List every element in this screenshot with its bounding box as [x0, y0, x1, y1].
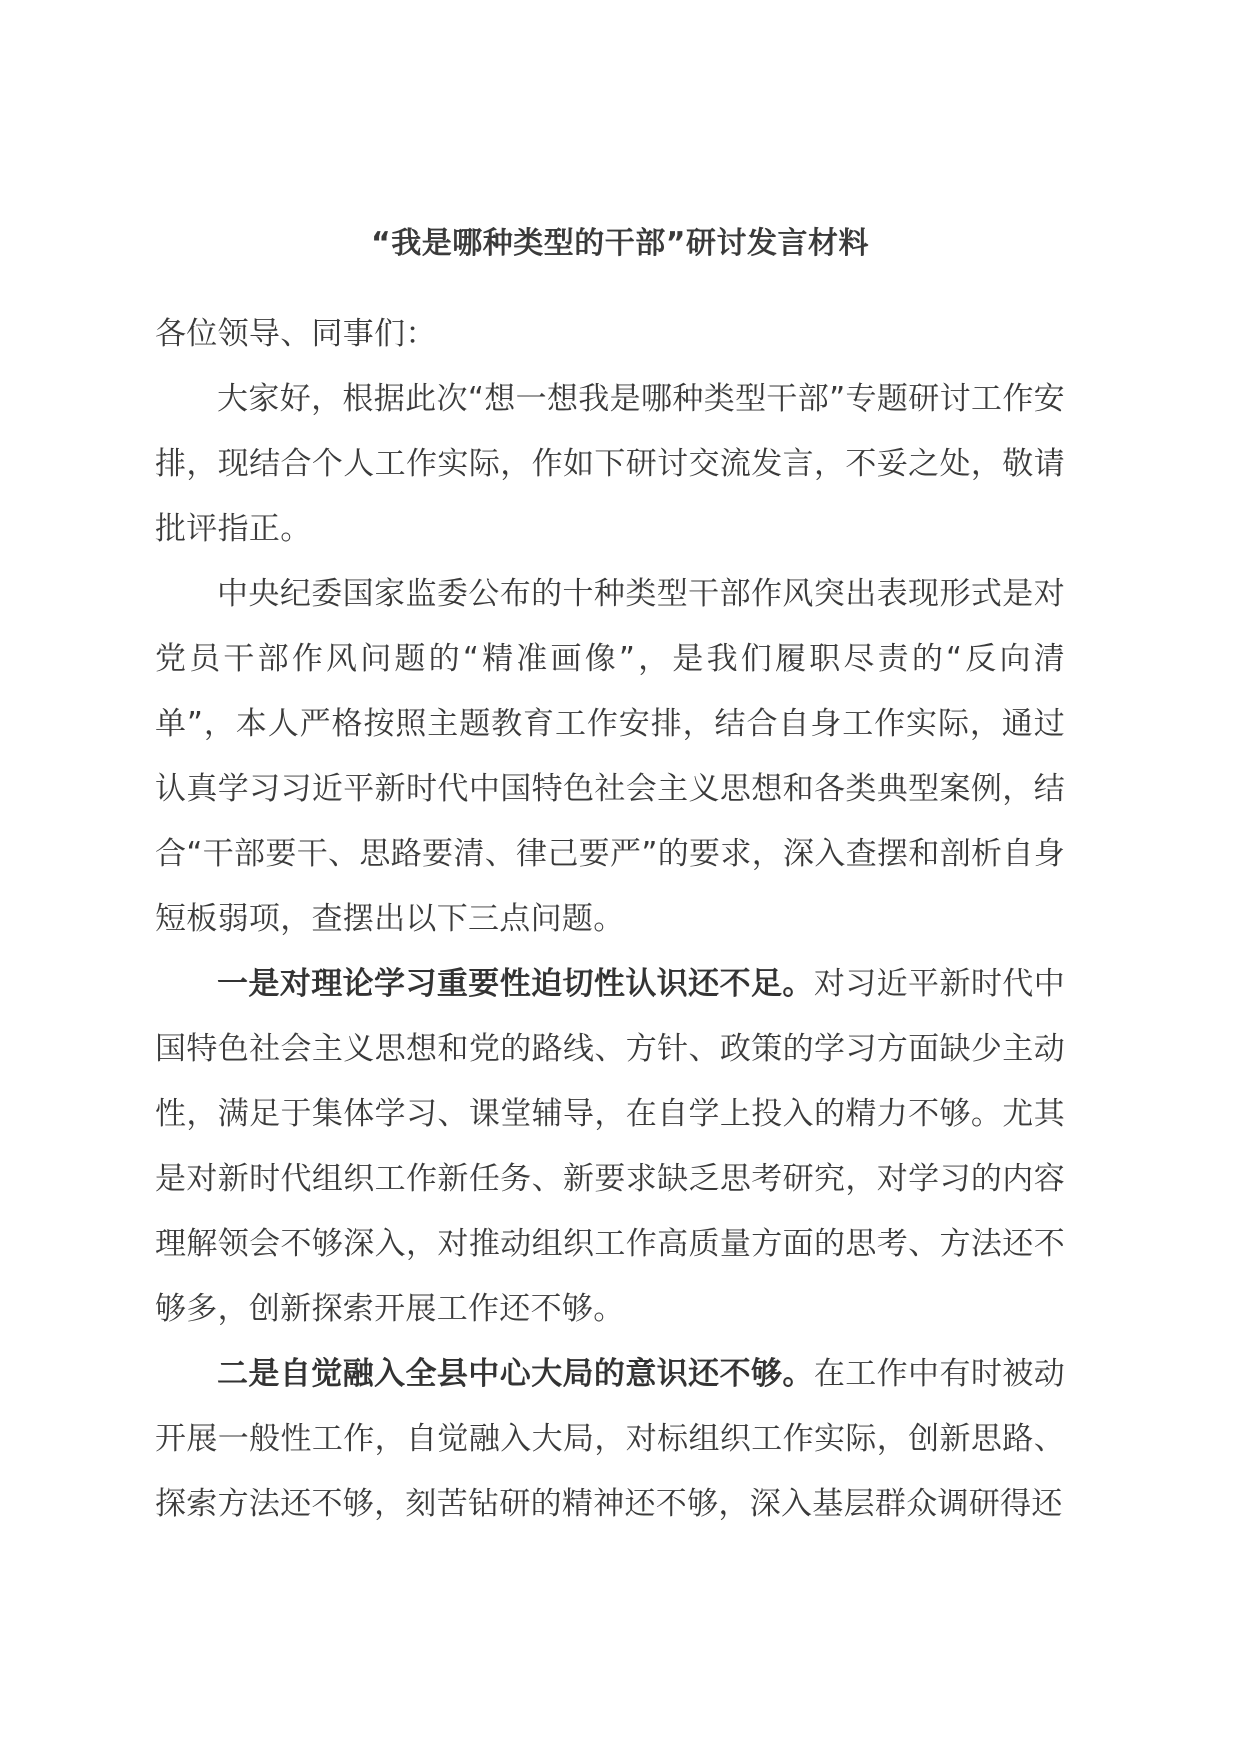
paragraph-issue-two [155, 1342, 1065, 1537]
paragraph-text: 大家好，根据此次“想一想我是哪种类型干部”专题研讨工作安排，现结合个人工作实际，作如下研讨交流发言，不妥之处，敬请批评指正。 [155, 381, 1065, 547]
paragraph-text: 中央纪委国家监委公布的十种类型干部作风突出表现形式是对党员干部作风问题的“精准画像”，是我们履职尽责的“反向清单”，本人严格按照主题教育工作安排，结合自身工作实际，通过认真学习习近平新时代中国特色社会主义思想和各类典型案例，结合“干部要干、思路要清、律己要严”的要求，深入查摆和剖析自身短板弱项，查摆出以下三点问题。 [155, 576, 1065, 937]
paragraph-background [155, 562, 1065, 952]
salutation: 各位领导、同事们： [155, 316, 437, 352]
paragraph-text: 对习近平新时代中国特色社会主义思想和党的路线、方针、政策的学习方面缺少主动性，满足于集体学习、课堂辅导，在自学上投入的精力不够。尤其是对新时代组织工作新任务、新要求缺乏思考研究，对学习的内容理解领会不够深入，对推动组织工作高质量方面的思考、方法还不够多，创新探索开展工作还不够。 [155, 966, 1065, 1327]
paragraph-lead-heading: 一是对理论学习重要性迫切性认识还不足。 [217, 966, 814, 1002]
paragraph-issue-one [155, 952, 1065, 1342]
paragraph-text: 在工作中有时被动开展一般性工作，自觉融入大局，对标组织工作实际，创新思路、探索方法还不够，刻苦钻研的精神还不够，深入基层群众调研得还 [155, 1356, 1065, 1522]
paragraph-lead-heading: 二是自觉融入全县中心大局的意识还不够。 [217, 1356, 814, 1392]
document-body [155, 302, 1065, 1537]
document-title: “我是哪种类型的干部”研讨发言材料 [371, 226, 869, 261]
paragraph-greeting [155, 367, 1065, 562]
